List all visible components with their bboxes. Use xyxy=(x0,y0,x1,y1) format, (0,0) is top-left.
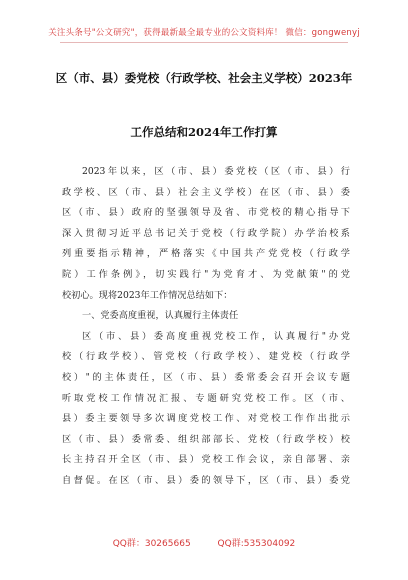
document-title-line-2: 工作总结和2024年工作打算 xyxy=(130,125,278,139)
body-line: 区（市、县）委常委、组织部部长、党校（行政学校）校 xyxy=(62,433,350,445)
body-line: 院）工作条例》，切实践行"为党育才、为党献策"的党 xyxy=(62,268,350,280)
top-divider xyxy=(60,42,348,43)
body-line: 校（行政学校）、管党校（行政学校）、建党校（行政学 xyxy=(62,351,350,363)
body-line: 政学校、区（市、县）社会主义学校）在区（市、县）委 xyxy=(62,186,350,198)
body-line: 长主持召开全区（市、县）党校工作会议，亲自部署、亲 xyxy=(62,454,350,466)
document-title-line-1: 区（市、县）委党校（行政学校、社会主义学校）2023年 xyxy=(55,71,353,85)
top-banner: 关注头条号"公文研究"，获得最新最全最专业的公文资料库！ 微信：gongwenyj xyxy=(48,28,360,38)
body-line: 听取党校工作情况汇报、专题研究党校工作。区（市、 xyxy=(62,392,350,404)
body-line: 列重要指示精神，严格落实《中国共产党党校（行政学 xyxy=(62,248,350,260)
body-line: 区（市、县）委高度重视党校工作，认真履行"办党 xyxy=(82,330,350,342)
body-line: 校）"的主体责任，区（市、县）委常委会召开会议专题 xyxy=(62,371,350,383)
footer-qq-right: QQ群:535304092 xyxy=(217,539,296,549)
section-heading: 一、党委高度重视，认真履行主体责任 xyxy=(82,310,239,322)
body-line: 校初心。现将2023年工作情况总结如下： xyxy=(62,289,233,301)
body-line: 县）委主要领导多次调度党校工作、对党校工作作出批示 xyxy=(62,413,350,425)
body-line: 深入贯彻习近平总书记关于党校（行政学院）办学治校系 xyxy=(62,227,350,239)
document-body xyxy=(62,162,350,492)
body-line: 自督促。在区（市、县）委的领导下，区（市、县）委党 xyxy=(62,474,350,486)
body-line: 区（市、县）政府的坚强领导及省、市党校的精心指导下 xyxy=(62,207,350,219)
footer-qq-left: QQ群：30265665 xyxy=(112,539,191,549)
footer xyxy=(0,536,408,549)
body-line: 2023年以来，区（市、县）委党校（区（市、县）行 xyxy=(82,166,350,177)
